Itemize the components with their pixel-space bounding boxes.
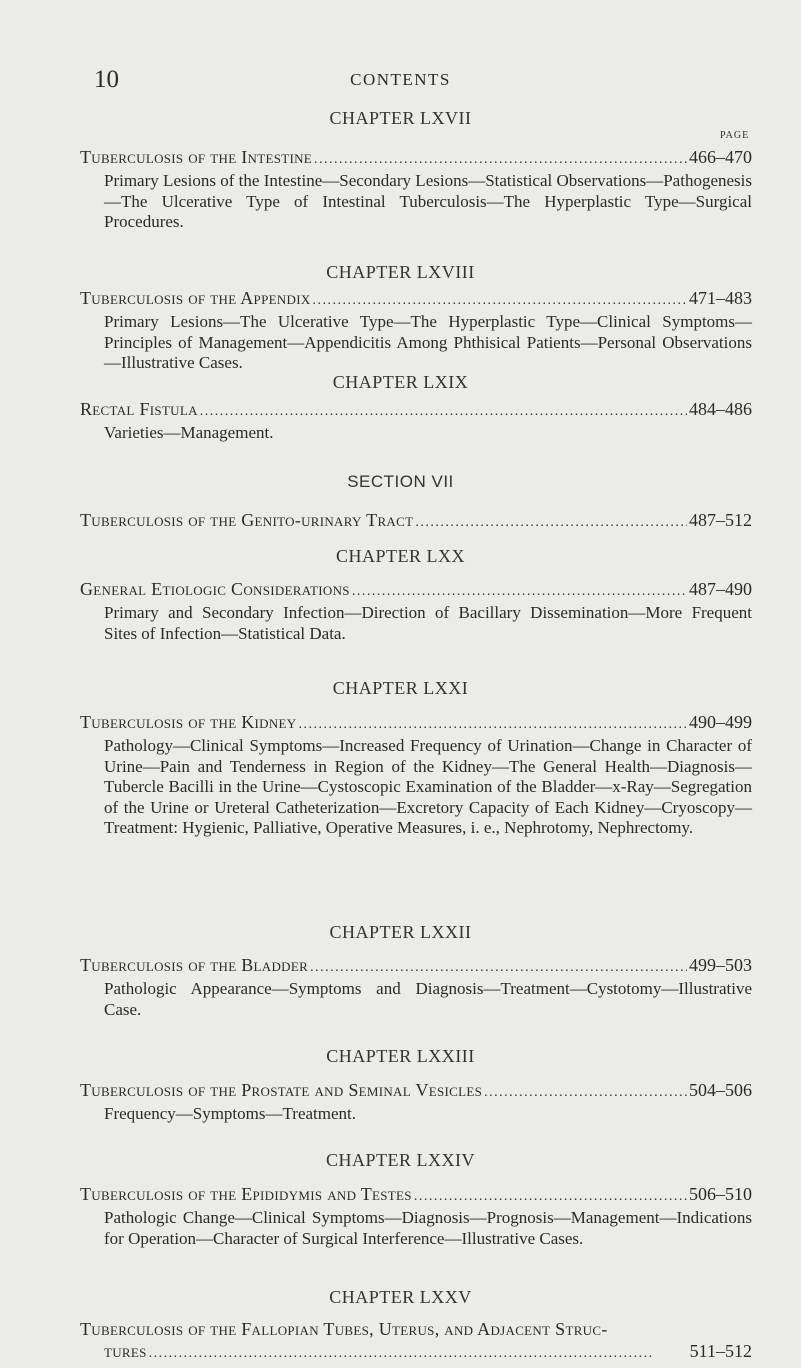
dot-leader	[298, 711, 687, 736]
entry-title: Tuberculosis of the Kidney	[80, 712, 297, 732]
toc-entry	[80, 1183, 752, 1249]
chapter-heading: CHAPTER LXVII	[329, 108, 472, 128]
dot-leader	[314, 146, 687, 171]
dot-leader	[149, 1340, 688, 1365]
entry-summary: Primary and Secondary Infection—Direction of Bacillary Dissemination—More Frequent Sites of Infection—Statistical Data.	[104, 603, 752, 643]
chapter-heading: CHAPTER LXVIII	[326, 262, 475, 282]
running-head: CONTENTS	[350, 70, 451, 89]
chapter-heading: CHAPTER LXXIII	[326, 1046, 475, 1066]
dot-leader	[313, 287, 687, 312]
toc-entry	[80, 1079, 752, 1125]
toc-entry	[80, 146, 752, 233]
chapter-heading: CHAPTER LXXIV	[326, 1150, 475, 1170]
entry-pages: 487–490	[689, 579, 752, 599]
toc-entry	[80, 954, 752, 1020]
entry-summary: Pathology—Clinical Symptoms—Increased Frequency of Urination—Change in Character of Urine—Pain and Tenderness in Region of the Kidney—The General Health—Diagnosis—Tubercle Bacilli in the Urine—Cystoscopic Examination of the Bladder—x-Ray—Segregation of the Urine or Ureteral Catheterization—Excretory Capacity of Each Kidney—Cryoscopy—Treatment: Hygienic, Palliative, Operative Measures, i. e., Nephrotomy, Nephrectomy.	[104, 736, 752, 837]
entry-pages: 504–506	[689, 1080, 752, 1100]
entry-title: Tuberculosis of the Prostate and Seminal Vesicles	[80, 1080, 483, 1100]
dot-leader	[352, 578, 687, 603]
section-heading: SECTION VII	[347, 472, 454, 491]
toc-entry	[80, 398, 752, 444]
entry-summary: Varieties—Management.	[104, 423, 274, 442]
toc-entry	[80, 509, 752, 534]
dot-leader	[414, 1183, 687, 1208]
entry-pages: 511–512	[689, 1341, 752, 1361]
chapter-heading: CHAPTER LXXI	[332, 678, 469, 698]
entry-summary: Frequency—Symptoms—Treatment.	[104, 1104, 356, 1123]
entry-title: Tuberculosis of the Bladder	[80, 955, 309, 975]
entry-summary: Primary Lesions—The Ulcerative Type—The Hyperplastic Type—Clinical Symptoms—Principles of Management—Appendicitis Among Phthisical Patients—Personal Observations—Illustrative Cases.	[104, 312, 752, 372]
entry-title: General Etiologic Considerations	[80, 579, 350, 599]
dot-leader	[484, 1079, 687, 1104]
entry-pages: 471–483	[689, 288, 752, 308]
entry-pages: 484–486	[689, 399, 752, 419]
page-number: 10	[94, 66, 119, 93]
entry-title: Tuberculosis of the Appendix	[80, 288, 311, 308]
entry-title: Tuberculosis of the Fallopian Tubes, Uterus, and Adjacent Struc-	[80, 1319, 608, 1339]
chapter-heading: CHAPTER LXIX	[332, 372, 469, 392]
entry-title: Tuberculosis of the Genito-urinary Tract	[80, 510, 414, 530]
entry-pages: 499–503	[689, 955, 752, 975]
entry-pages: 487–512	[689, 510, 752, 530]
entry-title: Tuberculosis of the Epididymis and Testes	[80, 1184, 412, 1204]
entry-summary: Primary Lesions of the Intestine—Secondary Lesions—Statistical Observations—Pathogenesis—The Ulcerative Type of Intestinal Tuberculosis—The Hyperplastic Type—Surgical Procedures.	[104, 171, 752, 231]
toc-entry	[80, 711, 752, 839]
entry-pages: 506–510	[689, 1184, 752, 1204]
toc-entry	[80, 1318, 752, 1365]
toc-entry	[80, 287, 752, 374]
dot-leader	[415, 509, 687, 534]
entry-summary: Pathologic Change—Clinical Symptoms—Diagnosis—Prognosis—Management—Indications for Operation—Character of Surgical Interference—Illustrative Cases.	[104, 1208, 752, 1248]
chapter-heading: CHAPTER LXX	[335, 546, 465, 566]
entry-title: Rectal Fistula	[80, 399, 198, 419]
dot-leader	[310, 954, 687, 979]
dot-leader	[200, 398, 687, 423]
entry-title-continued: tures	[104, 1341, 147, 1361]
entry-pages: 490–499	[689, 712, 752, 732]
entry-summary: Pathologic Appearance—Symptoms and Diagnosis—Treatment—Cystotomy—Illustrative Case.	[104, 979, 752, 1019]
page-column-label: PAGE	[720, 130, 750, 141]
chapter-heading: CHAPTER LXXII	[329, 922, 472, 942]
chapter-heading: CHAPTER LXXV	[329, 1287, 472, 1307]
entry-title: Tuberculosis of the Intestine	[80, 147, 313, 167]
toc-entry	[80, 578, 752, 644]
entry-pages: 466–470	[689, 147, 752, 167]
